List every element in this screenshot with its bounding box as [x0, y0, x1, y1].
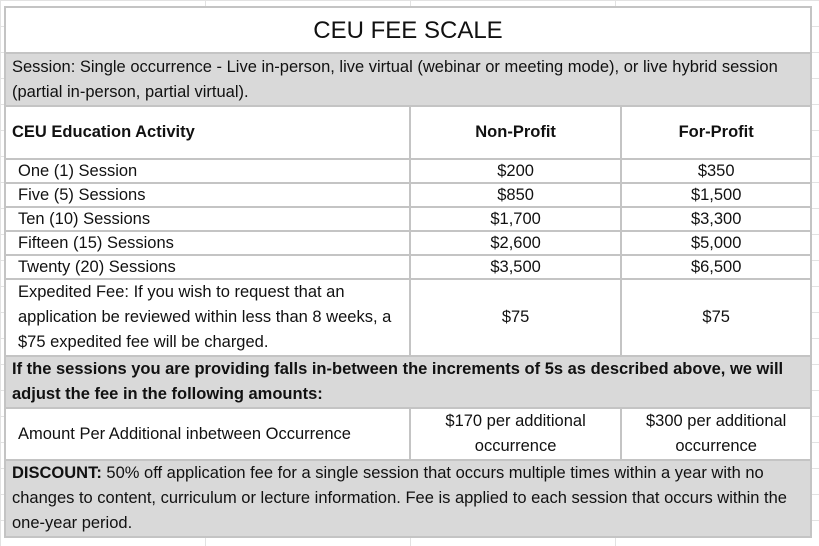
non-profit-cell: $3,500 [410, 255, 622, 279]
for-profit-cell: $6,500 [621, 255, 811, 279]
expedited-row [5, 279, 811, 356]
expedited-non-profit: $75 [410, 279, 622, 356]
inbetween-note: If the sessions you are providing falls in-between the increments of 5s as described above, we will adjust the fee in the following amounts: [5, 356, 811, 408]
header-activity: CEU Education Activity [5, 106, 410, 159]
activity-cell: Ten (10) Sessions [5, 207, 410, 231]
table-row [5, 207, 811, 231]
discount-label: DISCOUNT: [12, 464, 102, 482]
non-profit-cell: $200 [410, 159, 622, 183]
for-profit-cell: $3,300 [621, 207, 811, 231]
for-profit-cell: $1,500 [621, 183, 811, 207]
additional-description: Amount Per Additional inbetween Occurrence [5, 408, 410, 460]
header-for-profit: For-Profit [621, 106, 811, 159]
table-row [5, 255, 811, 279]
for-profit-cell: $350 [621, 159, 811, 183]
expedited-description: Expedited Fee: If you wish to request that an application be reviewed within less than 8 weeks, a $75 expedited fee will be charged. [5, 279, 410, 356]
header-non-profit: Non-Profit [410, 106, 622, 159]
table-title: CEU FEE SCALE [5, 7, 811, 53]
additional-row [5, 408, 811, 460]
expedited-for-profit: $75 [621, 279, 811, 356]
activity-cell: One (1) Session [5, 159, 410, 183]
table-row [5, 159, 811, 183]
activity-cell: Fifteen (15) Sessions [5, 231, 410, 255]
non-profit-cell: $2,600 [410, 231, 622, 255]
discount-text: 50% off application fee for a single session that occurs multiple times within a year with no changes to content, curriculum or lecture information. Fee is applied to each session that occurs within the one-year period. [12, 464, 787, 532]
table-row [5, 231, 811, 255]
additional-non-profit: $170 per additional occurrence [410, 408, 622, 460]
non-profit-cell: $850 [410, 183, 622, 207]
non-profit-cell: $1,700 [410, 207, 622, 231]
discount-note [5, 460, 811, 537]
activity-cell: Twenty (20) Sessions [5, 255, 410, 279]
additional-for-profit: $300 per additional occurrence [621, 408, 811, 460]
for-profit-cell: $5,000 [621, 231, 811, 255]
activity-cell: Five (5) Sessions [5, 183, 410, 207]
fee-scale-table [4, 6, 812, 538]
session-description: Session: Single occurrence - Live in-person, live virtual (webinar or meeting mode), or live hybrid session (partial in-person, partial virtual). [5, 53, 811, 106]
table-row [5, 183, 811, 207]
